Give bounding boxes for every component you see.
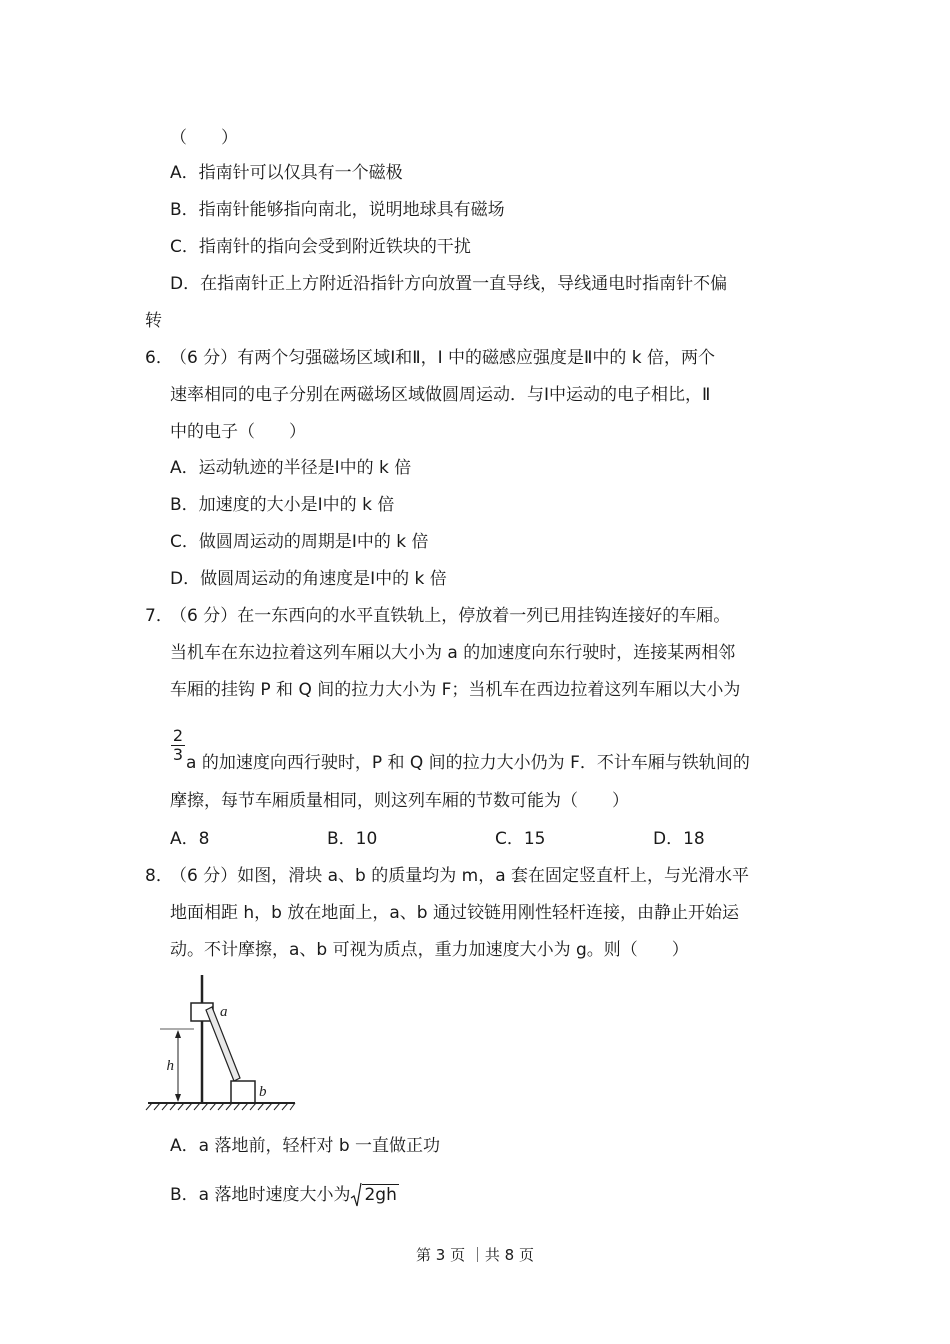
q6-stem-line2: 速率相同的电子分别在两磁场区域做圆周运动．与Ⅰ中运动的电子相比，Ⅱ	[170, 385, 711, 405]
q6-option-d: D．做圆周运动的角速度是Ⅰ中的 k 倍	[170, 569, 447, 589]
q7-option-a: A．8	[170, 829, 210, 849]
label-h: h	[166, 1058, 174, 1074]
q5-option-c: C．指南针的指向会受到附近铁块的干扰	[170, 237, 471, 257]
q7-option-d: D．18	[653, 829, 705, 849]
q6-number: 6．	[145, 348, 173, 368]
q8-stem-line1: （6 分）如图，滑块 a、b 的质量均为 m，a 套在固定竖直杆上，与光滑水平	[170, 866, 750, 886]
q8-option-b-text: B．a 落地时速度大小为	[170, 1185, 351, 1205]
label-a: a	[220, 1004, 228, 1020]
q6-stem-line1: （6 分）有两个匀强磁场区域Ⅰ和Ⅱ，I 中的磁感应强度是Ⅱ中的 k 倍，两个	[170, 348, 716, 368]
h-arrow-up	[175, 1030, 181, 1038]
fraction-two-thirds	[170, 727, 186, 764]
q8-option-b	[170, 1182, 399, 1208]
sqrt-expression	[350, 1182, 398, 1208]
q8-number: 8．	[145, 866, 173, 886]
q7-option-c: C．15	[495, 829, 546, 849]
q7-option-b: B．10	[327, 829, 378, 849]
block-b	[231, 1081, 255, 1103]
fraction-denominator: 3	[172, 745, 184, 764]
q6-option-a: A．运动轨迹的半径是Ⅰ中的 k 倍	[170, 458, 412, 478]
q7-stem-line1: （6 分）在一东西向的水平直铁轨上，停放着一列已用挂钩连接好的车厢。	[170, 606, 731, 626]
q6-stem-line3: 中的电子（ ）	[170, 422, 306, 442]
q7-stem-line4: a 的加速度向西行驶时，P 和 Q 间的拉力大小仍为 F．不计车厢与铁轨间的	[186, 753, 750, 773]
q6-option-b: B．加速度的大小是Ⅰ中的 k 倍	[170, 495, 395, 515]
slider-rod-figure	[140, 970, 310, 1120]
q8-stem-line2: 地面相距 h，b 放在地面上，a、b 通过铰链用刚性轻杆连接，由静止开始运	[170, 903, 739, 923]
q5-option-a: A．指南针可以仅具有一个磁极	[170, 163, 403, 183]
label-b: b	[259, 1084, 267, 1100]
q7-stem-line2: 当机车在东边拉着这列车厢以大小为 a 的加速度向东行驶时，连接某两相邻	[170, 643, 736, 663]
sqrt-radicand: 2gh	[364, 1185, 397, 1205]
q5-option-d-cont: 转	[145, 311, 162, 331]
q7-stem-line5: 摩擦，每节车厢质量相同，则这列车厢的节数可能为（ ）	[170, 791, 629, 811]
q8-stem-line3: 动。不计摩擦，a、b 可视为质点，重力加速度大小为 g。则（ ）	[170, 940, 689, 960]
q7-number: 7．	[145, 606, 173, 626]
fraction-numerator: 2	[172, 726, 184, 745]
q5-option-b: B．指南针能够指向南北，说明地球具有磁场	[170, 200, 505, 220]
ground-hatch	[146, 1103, 295, 1110]
q5-bracket: （ ）	[170, 128, 238, 148]
q8-option-a: A．a 落地前，轻杆对 b 一直做正功	[170, 1136, 441, 1156]
q6-option-c: C．做圆周运动的周期是Ⅰ中的 k 倍	[170, 532, 429, 552]
radical-sign-icon	[350, 1182, 362, 1208]
h-arrow-down	[175, 1094, 181, 1102]
page-footer: 第 3 页 ｜共 8 页	[416, 1246, 534, 1264]
q7-stem-line3: 车厢的挂钩 P 和 Q 间的拉力大小为 F；当机车在西边拉着这列车厢以大小为	[170, 680, 741, 700]
q5-option-d: D．在指南针正上方附近沿指针方向放置一直导线，导线通电时指南针不偏	[170, 274, 728, 294]
